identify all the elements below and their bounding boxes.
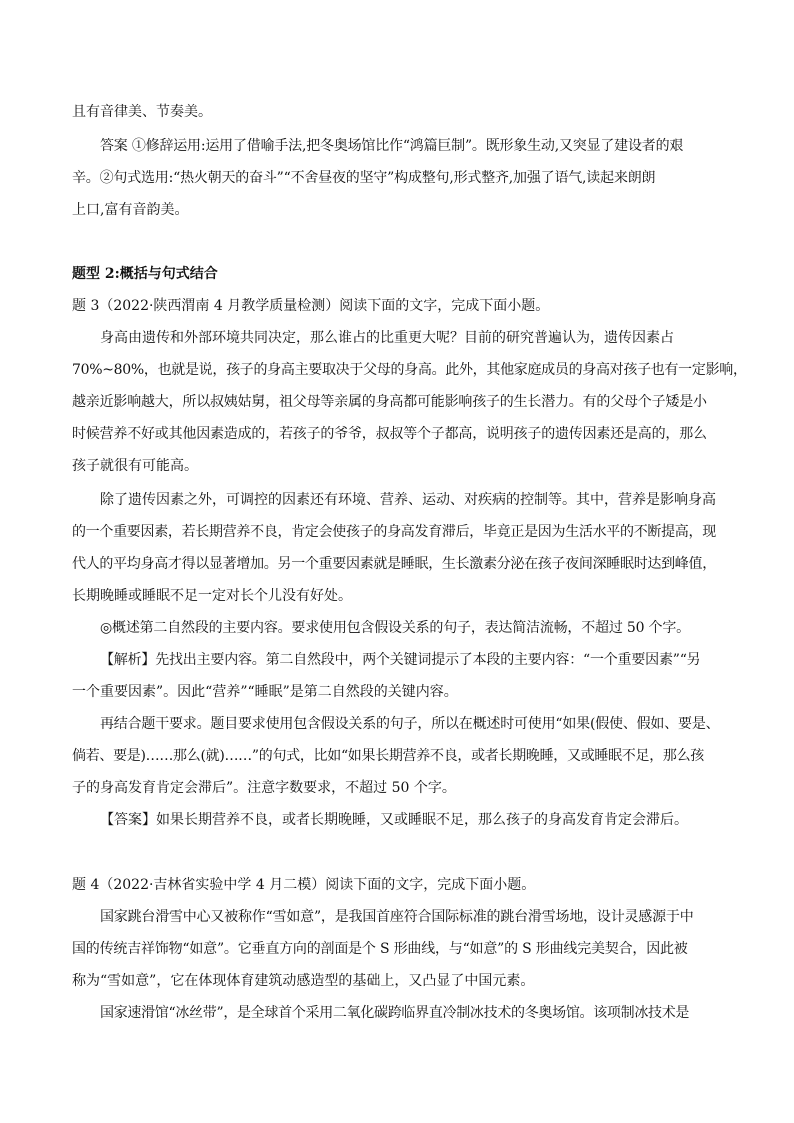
text-line: 的一个重要因素，若长期营养不良，肯定会使孩子的身高发育滞后，毕竟正是因为生活水平的不断提高，现 xyxy=(72,524,716,540)
text-line: 时候营养不好或其他因素造成的，若孩子的爷爷，叔叔等个子都高，说明孩子的遗传因素还是高的，那么 xyxy=(72,426,707,442)
question-title: 题 3（2022·陕西渭南 4 月教学质量检测）阅读下面的文字，完成下面小题。 xyxy=(72,298,550,314)
text-line: 除了遗传因素之外，可调控的因素还有环境、营养、运动、对疾病的控制等。其中，营养是影响身高 xyxy=(100,492,716,508)
text-line: 倘若、要是)……那么(就)……”的句式，比如“如果长期营养不良，或者长期晚睡，又或睡眠不足，那么孩 xyxy=(72,748,704,764)
analysis-line: 【解析】先找出主要内容。第二自然段中，两个关键词提示了本段的主要内容：“一个重要因素”“另 xyxy=(100,652,701,668)
text-line: 且有音律美、节奏美。 xyxy=(72,104,212,120)
text-line: 国的传统吉祥饰物“如意”。它垂直方向的剖面是个 S 形曲线，与“如意”的 S 形曲线完美契合，因此被 xyxy=(72,941,688,957)
text-line: 国家跳台滑雪中心又被称作“雪如意”，是我国首座符合国际标准的跳台滑雪场地，设计灵感源于中 xyxy=(100,909,694,925)
text-line: 上口,富有音韵美。 xyxy=(72,202,189,218)
text-line: 越亲近影响越大，所以叔姨姑舅，祖父母等亲属的身高都可能影响孩子的生长潜力。有的父母个子矮是小 xyxy=(72,394,707,410)
section-heading: 题型 2:概括与句式结合 xyxy=(72,266,218,282)
text-line: 一个重要因素”。因此“营养”“睡眠”是第二自然段的关键内容。 xyxy=(72,684,458,700)
text-line: 辛。②句式选用:“热火朝天的奋斗”“不舍昼夜的坚守”构成整句,形式整齐,加强了语气,读起来朗朗 xyxy=(72,170,656,186)
text-line: 70%~80%，也就是说，孩子的身高主要取决于父母的身高。此外，其他家庭成员的身高对孩子也有一定影响， xyxy=(72,362,747,378)
prompt-line: ◎概述第二自然段的主要内容。要求使用包含假设关系的句子，表达简洁流畅，不超过 50 个字。 xyxy=(100,620,690,636)
text-line: 子的身高发育肯定会滞后”。注意字数要求，不超过 50 个字。 xyxy=(72,780,456,796)
text-line: 长期晚睡或睡眠不足一定对长个儿没有好处。 xyxy=(72,588,352,604)
answer-line: 【答案】如果长期营养不良，或者长期晚睡，又或睡眠不足，那么孩子的身高发育肯定会滞后。 xyxy=(100,812,688,828)
text-line: 代人的平均身高才得以显著增加。另一个重要因素就是睡眠，生长激素分泌在孩子夜间深睡眠时达到峰值， xyxy=(72,556,716,572)
question-title: 题 4（2022·吉林省实验中学 4 月二模）阅读下面的文字，完成下面小题。 xyxy=(72,877,536,893)
text-line: 称为“雪如意”，它在体现体育建筑动感造型的基础上，又凸显了中国元素。 xyxy=(72,973,535,989)
text-line: 国家速滑馆“冰丝带”，是全球首个采用二氧化碳跨临界直冷制冰技术的冬奥场馆。该项制冰技术是 xyxy=(100,1005,690,1021)
answer-line: 答案 ①修辞运用:运用了借喻手法,把冬奥场馆比作“鸿篇巨制”。既形象生动,又突显了建设者的艰 xyxy=(100,138,684,154)
text-line: 身高由遗传和外部环境共同决定，那么谁占的比重更大呢？目前的研究普遍认为，遗传因素占 xyxy=(100,330,674,346)
text-line: 再结合题干要求。题目要求使用包含假设关系的句子，所以在概述时可使用“如果(假使、假如、要是、 xyxy=(100,716,720,732)
text-line: 孩子就很有可能高。 xyxy=(72,458,198,474)
